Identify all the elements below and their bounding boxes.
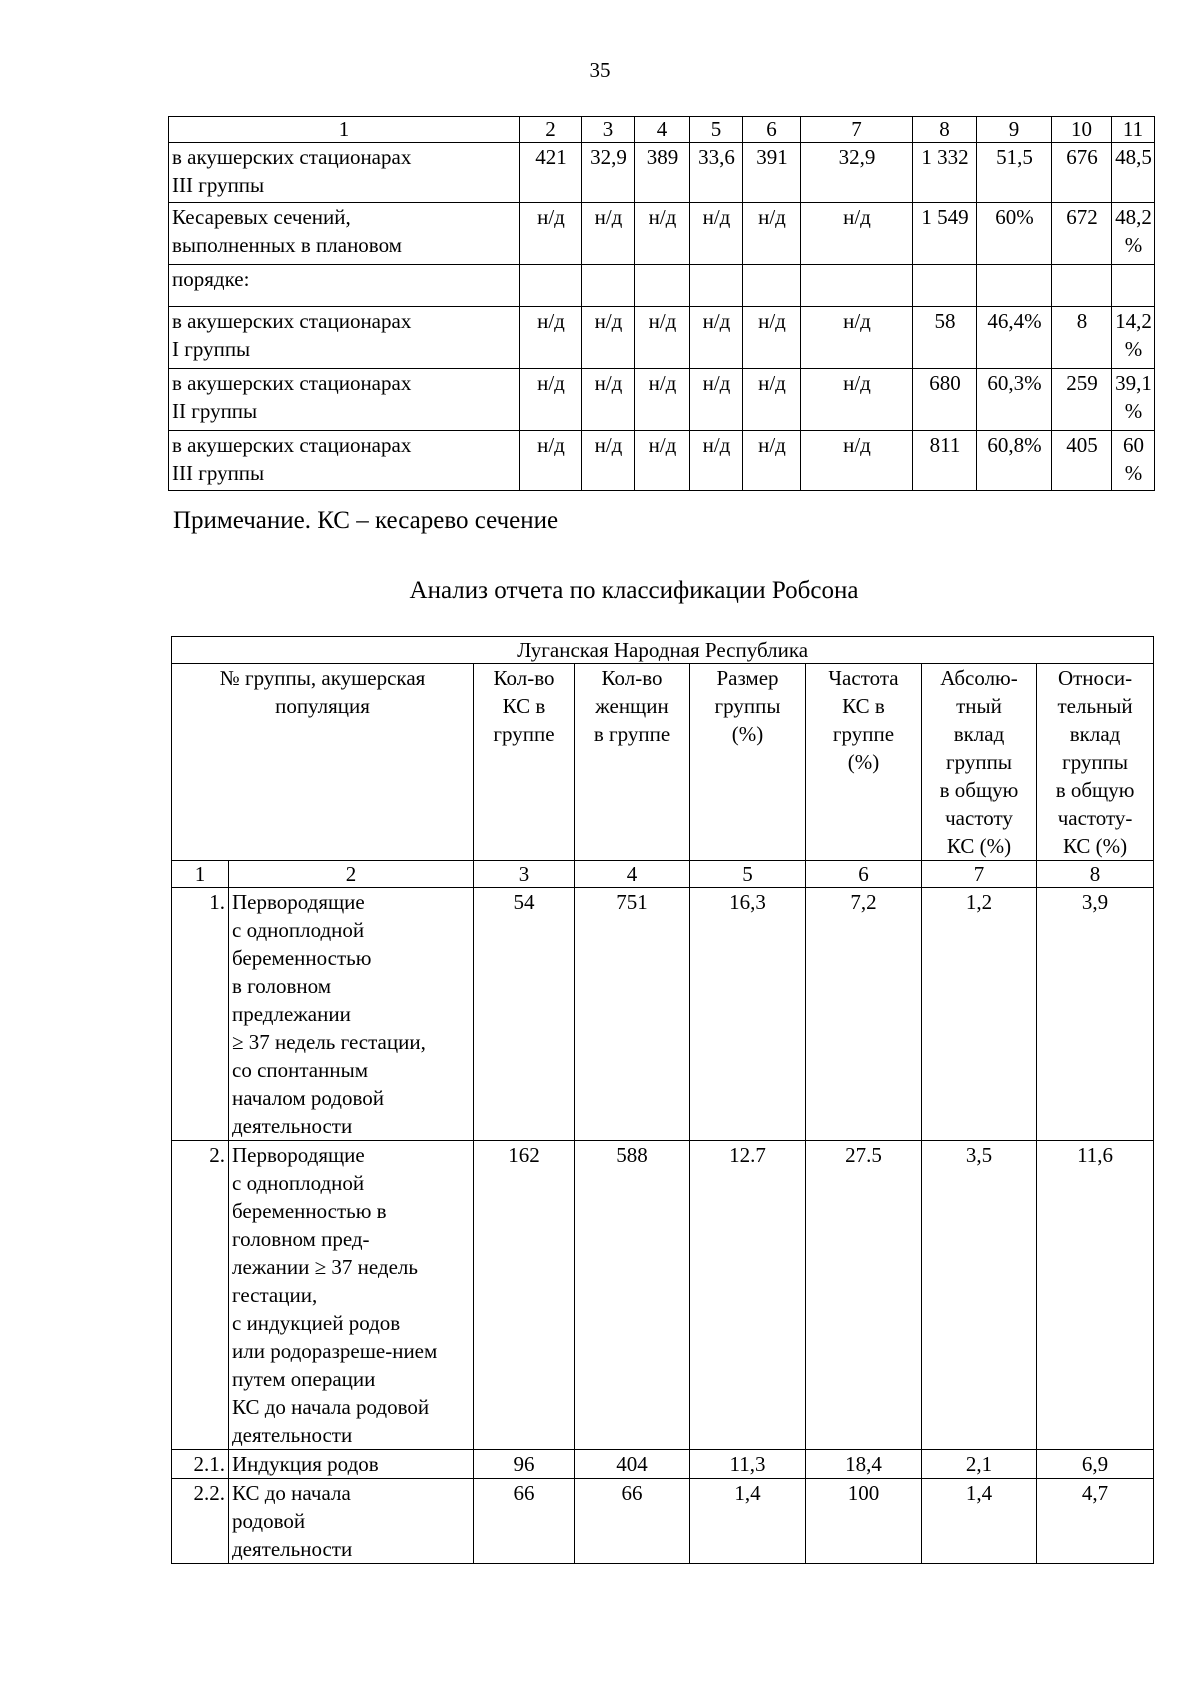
table1-cell: 1 332 [913, 143, 977, 203]
robson-group-row [172, 1479, 1154, 1564]
group-value: 1,4 [922, 1479, 1037, 1564]
table1-cell: н/д [635, 431, 690, 491]
table1-cell: н/д [743, 203, 801, 265]
table1-cell: 32,9 [582, 143, 635, 203]
table1-cell: 672 [1052, 203, 1112, 265]
column-number: 5 [690, 861, 806, 888]
table1-cell: н/д [520, 369, 582, 431]
row-label: в акушерских стационарах II группы [169, 369, 520, 431]
table1-cell: н/д [582, 431, 635, 491]
row-label: в акушерских стационарах I группы [169, 307, 520, 369]
group-value: 3,5 [922, 1141, 1037, 1450]
table1-cell: н/д [743, 369, 801, 431]
table1-cell: н/д [520, 307, 582, 369]
table1-header-cell: 3 [582, 117, 635, 143]
table-robson-classification [171, 636, 1154, 1564]
table1-cell: н/д [582, 307, 635, 369]
table1-cell: н/д [635, 203, 690, 265]
group-value: 3,9 [1037, 888, 1154, 1141]
column-number: 8 [1037, 861, 1154, 888]
table1-cell: 811 [913, 431, 977, 491]
table1-cell: н/д [801, 307, 913, 369]
group-description: Первородящие с одноплодной беременностью в головном предлежании ≥ 37 недель гестации, со спонтанным началом родовой деятельности [229, 888, 474, 1141]
table1-cell: 51,5 [977, 143, 1052, 203]
row-label: порядке: [169, 265, 520, 307]
column-header-absolute-contribution: Абсолю- тный вклад группы в общую частоту КС (%) [922, 664, 1037, 861]
table1-cell: 259 [1052, 369, 1112, 431]
table1-cell: н/д [635, 307, 690, 369]
group-value: 27.5 [806, 1141, 922, 1450]
group-value: 1,2 [922, 888, 1037, 1141]
group-value: 100 [806, 1479, 922, 1564]
group-value: 6,9 [1037, 1450, 1154, 1479]
robson-group-row [172, 888, 1154, 1141]
group-value: 54 [474, 888, 575, 1141]
table1-header-cell: 7 [801, 117, 913, 143]
table1-cell [977, 265, 1052, 307]
table1-cell: н/д [582, 203, 635, 265]
robson-group-row [172, 1450, 1154, 1479]
table1-cell [520, 265, 582, 307]
table1-header-row [169, 117, 1155, 143]
group-value: 11,3 [690, 1450, 806, 1479]
group-value: 96 [474, 1450, 575, 1479]
table1-cell: н/д [801, 431, 913, 491]
table1-header-cell: 1 [169, 117, 520, 143]
table1-cell: н/д [582, 369, 635, 431]
table-statistics-continued [168, 116, 1155, 491]
column-number: 1 [172, 861, 229, 888]
table1-row [169, 369, 1155, 431]
group-value: 12.7 [690, 1141, 806, 1450]
column-number: 4 [575, 861, 690, 888]
table1-cell: 676 [1052, 143, 1112, 203]
column-header-relative-contribution: Относи- тельный вклад группы в общую частоту- КС (%) [1037, 664, 1154, 861]
column-number: 3 [474, 861, 575, 888]
table1-cell: н/д [743, 431, 801, 491]
table1-row [169, 203, 1155, 265]
table1-cell [1112, 265, 1155, 307]
group-number: 2. [172, 1141, 229, 1450]
column-number: 7 [922, 861, 1037, 888]
table1-cell: 680 [913, 369, 977, 431]
group-value: 7,2 [806, 888, 922, 1141]
table1-cell: н/д [520, 431, 582, 491]
section-title: Анализ отчета по классификации Робсона [409, 577, 859, 604]
table1-cell: 8 [1052, 307, 1112, 369]
group-number: 2.1. [172, 1450, 229, 1479]
table1-cell: 60% [977, 203, 1052, 265]
table1-cell: н/д [520, 203, 582, 265]
column-header-group: № группы, акушерская популяция [172, 664, 474, 861]
table1-cell: 60% [1112, 431, 1155, 491]
table1-cell: 60,3% [977, 369, 1052, 431]
row-label: Кесаревых сечений, выполненных в плановом [169, 203, 520, 265]
group-description: Первородящие с одноплодной беременностью в головном пред- лежании ≥ 37 недель гестации, с индукцией родов или родоразреше-нием путем операции КС до начала родовой деятельности [229, 1141, 474, 1450]
table1-header-cell: 11 [1112, 117, 1155, 143]
table1-cell [743, 265, 801, 307]
column-header-cs-count: Кол-во КС в группе [474, 664, 575, 861]
table1-cell: н/д [635, 369, 690, 431]
group-description: КС до начала родовой деятельности [229, 1479, 474, 1564]
table1-cell [690, 265, 743, 307]
group-value: 404 [575, 1450, 690, 1479]
table1-header-cell: 5 [690, 117, 743, 143]
table1-header-cell: 9 [977, 117, 1052, 143]
table1-cell: 389 [635, 143, 690, 203]
group-value: 18,4 [806, 1450, 922, 1479]
group-value: 162 [474, 1141, 575, 1450]
column-number: 2 [229, 861, 474, 888]
table1-cell: н/д [690, 431, 743, 491]
table1-cell [801, 265, 913, 307]
table1-cell: 48,2 % [1112, 203, 1155, 265]
table1-cell: 405 [1052, 431, 1112, 491]
table1-header-cell: 8 [913, 117, 977, 143]
table1-cell [913, 265, 977, 307]
table1-header-cell: 2 [520, 117, 582, 143]
column-header-women-count: Кол-во женщин в группе [575, 664, 690, 861]
table1-header-cell: 6 [743, 117, 801, 143]
table1-cell: 60,8% [977, 431, 1052, 491]
region-header: Луганская Народная Республика [172, 637, 1154, 664]
table1-cell: 1 549 [913, 203, 977, 265]
table1-cell: 58 [913, 307, 977, 369]
table1-cell: 46,4% [977, 307, 1052, 369]
page-number: 35 [589, 58, 611, 82]
table1-cell: н/д [801, 203, 913, 265]
table1-cell [635, 265, 690, 307]
table1-cell [1052, 265, 1112, 307]
robson-group-row [172, 1141, 1154, 1450]
group-number: 2.2. [172, 1479, 229, 1564]
column-header-group-size: Размер группы (%) [690, 664, 806, 861]
table1-cell: 32,9 [801, 143, 913, 203]
table2-header-row [172, 664, 1154, 861]
group-value: 66 [474, 1479, 575, 1564]
table1-cell: н/д [801, 369, 913, 431]
column-number: 6 [806, 861, 922, 888]
group-value: 588 [575, 1141, 690, 1450]
table1-cell: 391 [743, 143, 801, 203]
table1-cell: н/д [743, 307, 801, 369]
table1-cell: н/д [690, 369, 743, 431]
table1-cell: 39,1 % [1112, 369, 1155, 431]
group-value: 1,4 [690, 1479, 806, 1564]
group-value: 16,3 [690, 888, 806, 1141]
table1-cell: 14,2 % [1112, 307, 1155, 369]
group-value: 4,7 [1037, 1479, 1154, 1564]
group-value: 11,6 [1037, 1141, 1154, 1450]
table1-row [169, 143, 1155, 203]
row-label: в акушерских стационарах III группы [169, 431, 520, 491]
table2-column-numbers-row [172, 861, 1154, 888]
table1-header-cell: 10 [1052, 117, 1112, 143]
table1-cell: н/д [690, 203, 743, 265]
table1-cell [582, 265, 635, 307]
column-header-cs-rate: Частота КС в группе (%) [806, 664, 922, 861]
group-value: 751 [575, 888, 690, 1141]
group-value: 66 [575, 1479, 690, 1564]
table1-cell: 33,6 [690, 143, 743, 203]
table1-row [169, 431, 1155, 491]
group-number: 1. [172, 888, 229, 1141]
table1-cell: н/д [690, 307, 743, 369]
group-value: 2,1 [922, 1450, 1037, 1479]
table1-row [169, 265, 1155, 307]
table-note: Примечание. КС – кесарево сечение [173, 507, 559, 534]
group-description: Индукция родов [229, 1450, 474, 1479]
table1-cell: 421 [520, 143, 582, 203]
table1-cell: 48,5 [1112, 143, 1155, 203]
row-label: в акушерских стационарах III группы [169, 143, 520, 203]
table1-header-cell: 4 [635, 117, 690, 143]
table1-row [169, 307, 1155, 369]
